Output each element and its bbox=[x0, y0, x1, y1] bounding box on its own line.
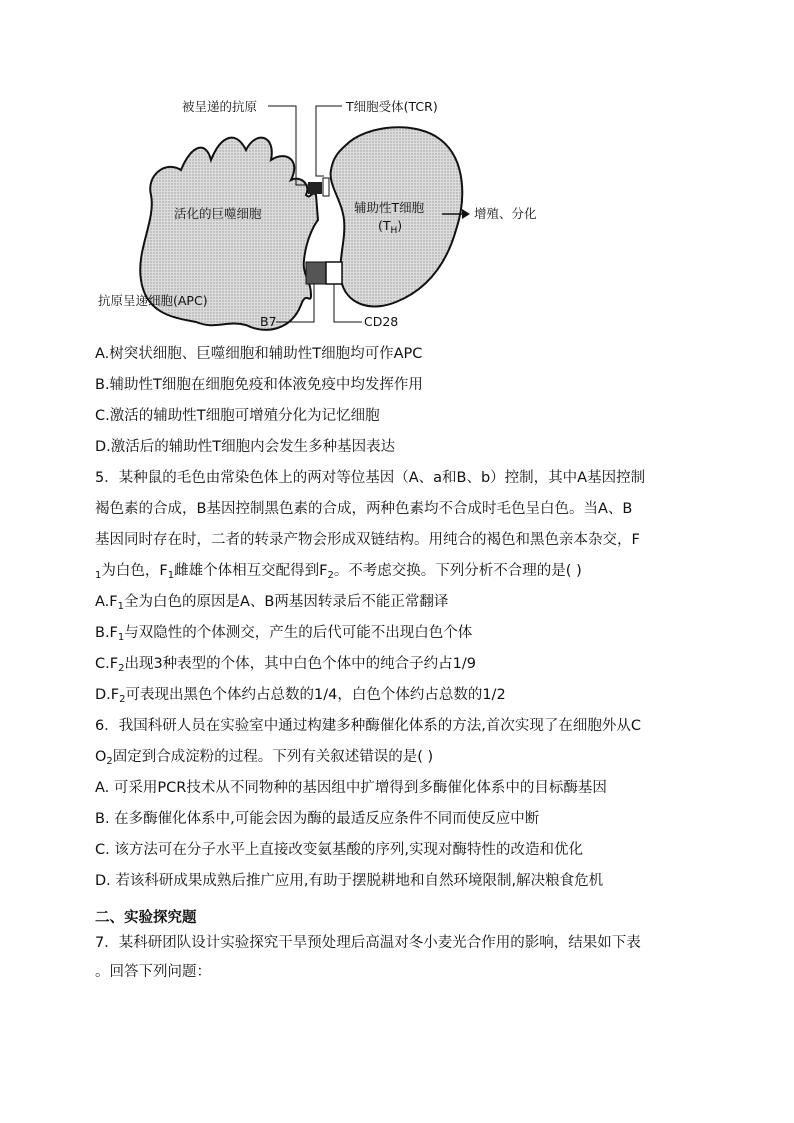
q6-option-d: D. 若该科研成果成熟后推广应用,有助于摆脱耕地和自然环境限制,解决粮食危机 bbox=[95, 873, 604, 889]
q6-stem-line2: $O_2$固定到合成淀粉的过程。下列有关叙述错误的是( ) bbox=[95, 749, 434, 767]
immune-cell-diagram bbox=[96, 90, 576, 340]
label-antigen: 被呈递的抗原 bbox=[182, 99, 258, 114]
b7-molecule bbox=[306, 262, 326, 284]
q4-option-b: B.辅助性T细胞在细胞免疫和体液免疫中均发挥作用 bbox=[95, 377, 423, 393]
q6-option-a: A. 可采用PCR技术从不同物种的基因组中扩增得到多酶催化体系中的目标酶基因 bbox=[95, 780, 607, 796]
q5-stem-line3: 基因同时存在时，二者的转录产物会形成双链结构。用纯合的褐色和黑色亲本杂交，F bbox=[95, 532, 640, 548]
q5-option-b: $B.F_1$与双隐性的个体测交，产生的后代可能不出现白色个体 bbox=[95, 625, 473, 643]
q4-option-a: A.树突状细胞、巨噬细胞和辅助性T细胞均可作APC bbox=[95, 346, 423, 362]
q5-stem-line2: 褐色素的合成，B基因控制黑色素的合成，两种色素均不合成时毛色呈白色。当A、B bbox=[95, 501, 633, 517]
q6-option-b: B. 在多酶催化体系中,可能会因为酶的最适反应条件不同而使反应中断 bbox=[95, 811, 540, 827]
label-b7: B7 bbox=[260, 314, 277, 329]
q4-option-c: C.激活的辅助性T细胞可增殖分化为记忆细胞 bbox=[95, 408, 380, 424]
q6-option-c: C. 该方法可在分子水平上直接改变氨基酸的序列,实现对酶特性的改造和优化 bbox=[95, 842, 583, 858]
q5-stem-line1: 5．某种鼠的毛色由常染色体上的两对等位基因（A、a和B、b）控制，其中A基因控制 bbox=[95, 470, 646, 486]
cd28-molecule bbox=[326, 262, 342, 284]
label-cd28: CD28 bbox=[364, 314, 399, 329]
q5-option-c: $C.F_2$出现3种表型的个体，其中白色个体中的纯合子约占1/9 bbox=[95, 656, 477, 674]
q5-stem-line4: $_1$为白色，$F_1$雌雄个体相互交配得到$F_2$。不考虑交换。下列分析不合理的是( ) bbox=[95, 563, 582, 581]
helper-t-cell-shape bbox=[331, 127, 463, 306]
q7-stem-line2: 。回答下列问题： bbox=[95, 964, 211, 980]
label-proliferate: 增殖、分化 bbox=[474, 206, 537, 221]
q7-stem-line1: 7．某科研团队设计实验探究干旱预处理后高温对冬小麦光合作用的影响，结果如下表 bbox=[95, 935, 641, 951]
label-tcr: T细胞受体(TCR) bbox=[346, 99, 438, 114]
label-th-symbol: $(T_H)$ bbox=[378, 218, 403, 236]
antigen-tcr-contact bbox=[308, 182, 322, 194]
label-helper-t: 辅助性T细胞 bbox=[354, 200, 425, 215]
q4-option-d: D.激活后的辅助性T细胞内会发生多种基因表达 bbox=[95, 439, 396, 455]
q6-stem-line1: 6．我国科研人员在实验室中通过构建多种酶催化体系的方法,首次实现了在细胞外从C bbox=[95, 718, 641, 734]
label-macrophage: 活化的巨噬细胞 bbox=[174, 206, 262, 221]
label-apc: 抗原呈递细胞(APC) bbox=[98, 293, 208, 308]
section-heading: 二、实验探究题 bbox=[95, 910, 197, 926]
q5-option-d: $D.F_2$可表现出黑色个体约占总数的1/4，白色个体约占总数的1/2 bbox=[95, 687, 506, 705]
q5-option-a: $A.F_1$全为白色的原因是A、B两基因转录后不能正常翻译 bbox=[95, 594, 449, 612]
